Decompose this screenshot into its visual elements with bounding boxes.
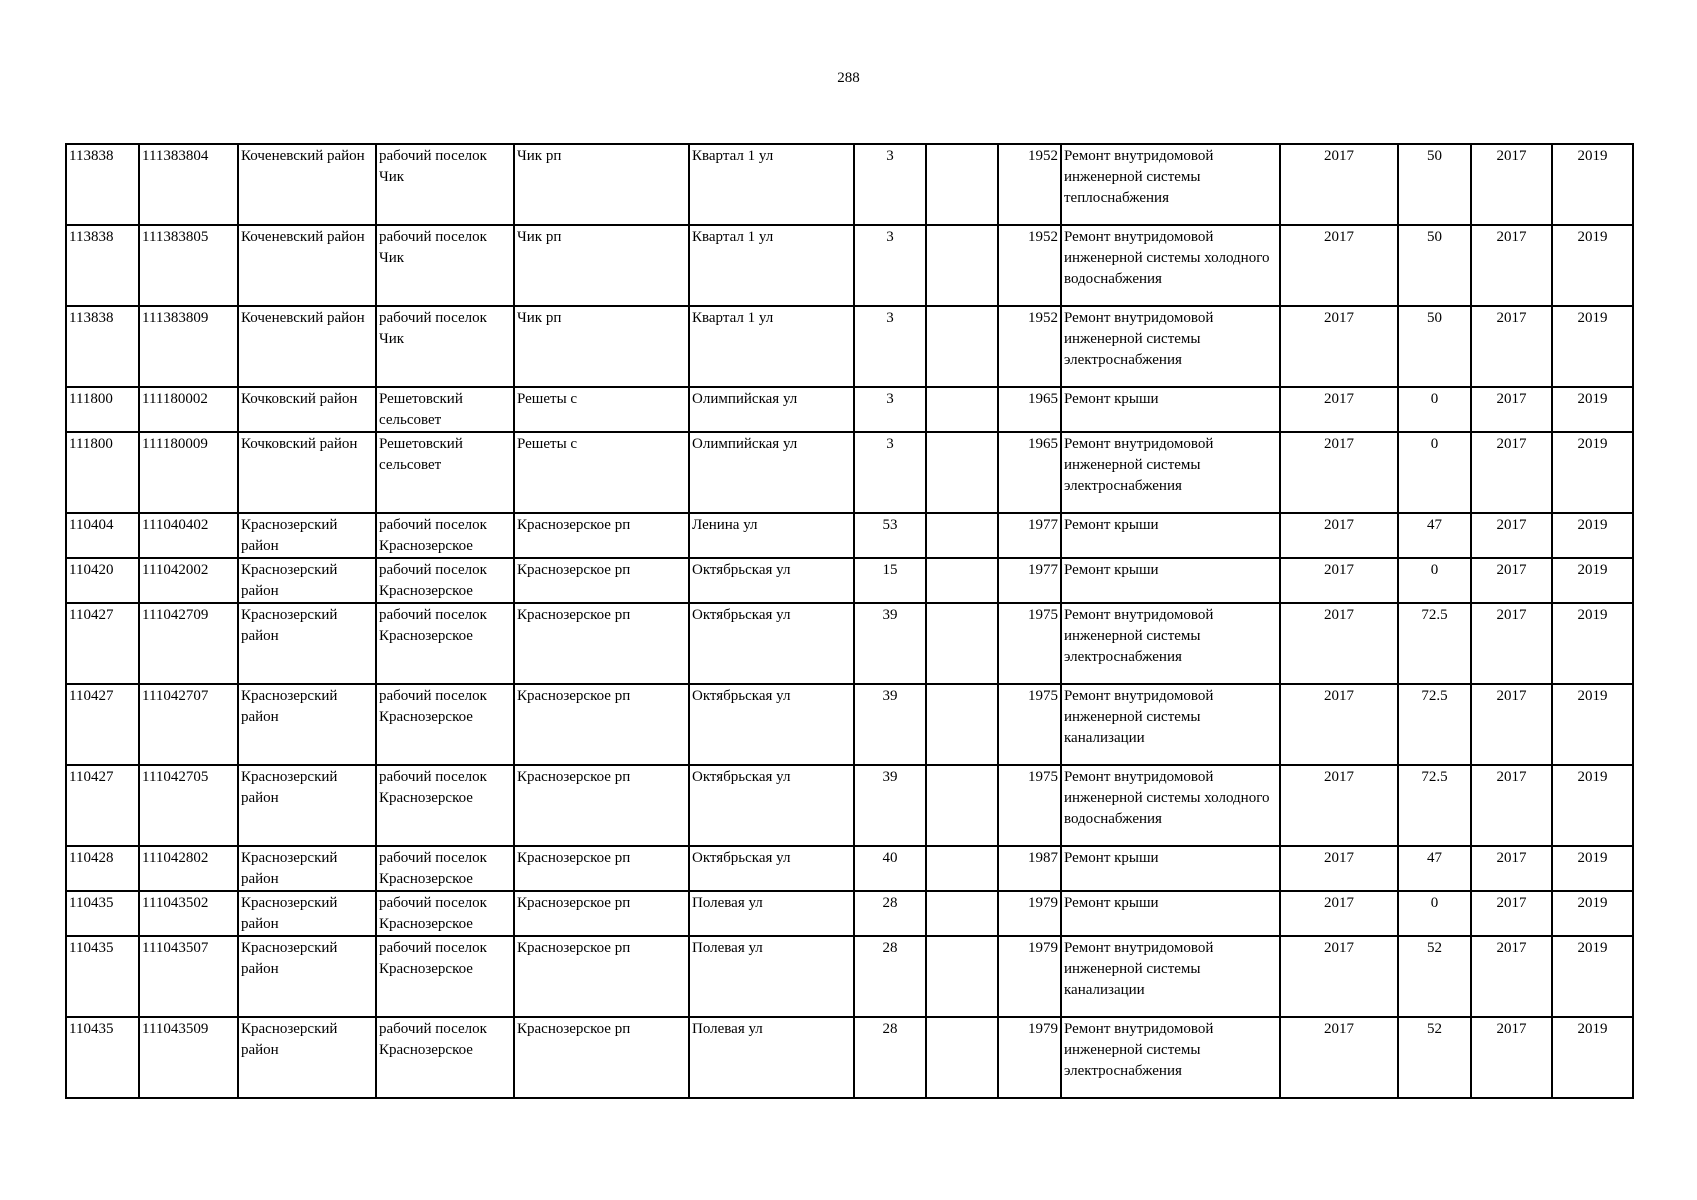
cell-district: Краснозерский район bbox=[238, 846, 376, 891]
cell-municipality: рабочий поселок Краснозерское bbox=[376, 846, 514, 891]
cell-settlement: Краснозерское рп bbox=[514, 603, 689, 684]
cell-plan-year: 2017 bbox=[1280, 891, 1398, 936]
cell-street: Олимпийская ул bbox=[689, 432, 854, 513]
cell-start-year: 2017 bbox=[1471, 936, 1552, 1017]
cell-building bbox=[926, 765, 998, 846]
table-row bbox=[66, 1017, 1633, 1098]
capital-repair-table bbox=[65, 143, 1634, 1099]
cell-house-number: 53 bbox=[854, 513, 926, 558]
cell-settlement: Краснозерское рп bbox=[514, 846, 689, 891]
cell-work-type: Ремонт крыши bbox=[1061, 891, 1280, 936]
cell-street: Октябрьская ул bbox=[689, 684, 854, 765]
cell-house-id: 110435 bbox=[66, 936, 139, 1017]
cell-wear-percent: 0 bbox=[1398, 558, 1471, 603]
cell-end-year: 2019 bbox=[1552, 684, 1633, 765]
cell-district: Коченевский район bbox=[238, 306, 376, 387]
cell-object-id: 111042705 bbox=[139, 765, 238, 846]
cell-municipality: рабочий поселок Краснозерское bbox=[376, 513, 514, 558]
cell-district: Краснозерский район bbox=[238, 891, 376, 936]
cell-year-built: 1952 bbox=[998, 225, 1061, 306]
cell-house-number: 39 bbox=[854, 684, 926, 765]
cell-settlement: Чик рп bbox=[514, 225, 689, 306]
cell-wear-percent: 52 bbox=[1398, 936, 1471, 1017]
cell-object-id: 111383809 bbox=[139, 306, 238, 387]
cell-house-id: 113838 bbox=[66, 225, 139, 306]
cell-year-built: 1979 bbox=[998, 1017, 1061, 1098]
cell-building bbox=[926, 387, 998, 432]
table-body bbox=[66, 144, 1633, 1098]
cell-year-built: 1965 bbox=[998, 432, 1061, 513]
cell-object-id: 111043502 bbox=[139, 891, 238, 936]
cell-work-type: Ремонт внутридомовой инженерной системы холодного водоснабжения bbox=[1061, 765, 1280, 846]
cell-street: Квартал 1 ул bbox=[689, 144, 854, 225]
cell-settlement: Краснозерское рп bbox=[514, 891, 689, 936]
cell-municipality: рабочий поселок Краснозерское bbox=[376, 891, 514, 936]
cell-district: Краснозерский район bbox=[238, 765, 376, 846]
cell-district: Краснозерский район bbox=[238, 1017, 376, 1098]
cell-house-id: 111800 bbox=[66, 432, 139, 513]
cell-street: Ленина ул bbox=[689, 513, 854, 558]
cell-object-id: 111180009 bbox=[139, 432, 238, 513]
cell-street: Квартал 1 ул bbox=[689, 225, 854, 306]
cell-start-year: 2017 bbox=[1471, 1017, 1552, 1098]
cell-building bbox=[926, 846, 998, 891]
cell-house-number: 28 bbox=[854, 891, 926, 936]
cell-plan-year: 2017 bbox=[1280, 387, 1398, 432]
cell-house-number: 28 bbox=[854, 936, 926, 1017]
cell-building bbox=[926, 684, 998, 765]
cell-wear-percent: 50 bbox=[1398, 144, 1471, 225]
cell-settlement: Краснозерское рп bbox=[514, 765, 689, 846]
cell-plan-year: 2017 bbox=[1280, 603, 1398, 684]
cell-settlement: Чик рп bbox=[514, 306, 689, 387]
cell-municipality: рабочий поселок Краснозерское bbox=[376, 765, 514, 846]
cell-start-year: 2017 bbox=[1471, 846, 1552, 891]
cell-year-built: 1977 bbox=[998, 558, 1061, 603]
cell-municipality: рабочий поселок Краснозерское bbox=[376, 558, 514, 603]
cell-street: Октябрьская ул bbox=[689, 558, 854, 603]
cell-work-type: Ремонт внутридомовой инженерной системы электроснабжения bbox=[1061, 306, 1280, 387]
table-row bbox=[66, 513, 1633, 558]
cell-end-year: 2019 bbox=[1552, 225, 1633, 306]
cell-start-year: 2017 bbox=[1471, 306, 1552, 387]
cell-house-id: 113838 bbox=[66, 144, 139, 225]
cell-house-id: 111800 bbox=[66, 387, 139, 432]
cell-work-type: Ремонт внутридомовой инженерной системы канализации bbox=[1061, 684, 1280, 765]
cell-year-built: 1965 bbox=[998, 387, 1061, 432]
cell-district: Краснозерский район bbox=[238, 603, 376, 684]
cell-end-year: 2019 bbox=[1552, 306, 1633, 387]
cell-object-id: 111042002 bbox=[139, 558, 238, 603]
cell-start-year: 2017 bbox=[1471, 558, 1552, 603]
cell-house-number: 3 bbox=[854, 432, 926, 513]
cell-wear-percent: 47 bbox=[1398, 846, 1471, 891]
cell-municipality: рабочий поселок Чик bbox=[376, 144, 514, 225]
cell-plan-year: 2017 bbox=[1280, 846, 1398, 891]
cell-plan-year: 2017 bbox=[1280, 765, 1398, 846]
cell-wear-percent: 50 bbox=[1398, 306, 1471, 387]
cell-work-type: Ремонт крыши bbox=[1061, 846, 1280, 891]
table-row bbox=[66, 846, 1633, 891]
cell-municipality: рабочий поселок Краснозерское bbox=[376, 684, 514, 765]
cell-work-type: Ремонт крыши bbox=[1061, 387, 1280, 432]
cell-district: Кочковский район bbox=[238, 432, 376, 513]
cell-plan-year: 2017 bbox=[1280, 432, 1398, 513]
cell-settlement: Краснозерское рп bbox=[514, 513, 689, 558]
cell-settlement: Краснозерское рп bbox=[514, 1017, 689, 1098]
cell-building bbox=[926, 603, 998, 684]
cell-plan-year: 2017 bbox=[1280, 513, 1398, 558]
cell-year-built: 1987 bbox=[998, 846, 1061, 891]
cell-house-number: 3 bbox=[854, 306, 926, 387]
cell-object-id: 111042802 bbox=[139, 846, 238, 891]
cell-work-type: Ремонт внутридомовой инженерной системы электроснабжения bbox=[1061, 1017, 1280, 1098]
cell-start-year: 2017 bbox=[1471, 765, 1552, 846]
cell-start-year: 2017 bbox=[1471, 225, 1552, 306]
table-row bbox=[66, 558, 1633, 603]
cell-district: Коченевский район bbox=[238, 225, 376, 306]
cell-house-id: 110427 bbox=[66, 603, 139, 684]
cell-year-built: 1975 bbox=[998, 765, 1061, 846]
cell-year-built: 1977 bbox=[998, 513, 1061, 558]
cell-building bbox=[926, 558, 998, 603]
cell-municipality: Решетовский сельсовет bbox=[376, 432, 514, 513]
cell-wear-percent: 50 bbox=[1398, 225, 1471, 306]
cell-settlement: Краснозерское рп bbox=[514, 684, 689, 765]
cell-house-number: 39 bbox=[854, 765, 926, 846]
cell-work-type: Ремонт крыши bbox=[1061, 513, 1280, 558]
cell-building bbox=[926, 891, 998, 936]
cell-wear-percent: 72.5 bbox=[1398, 765, 1471, 846]
cell-municipality: рабочий поселок Краснозерское bbox=[376, 1017, 514, 1098]
cell-object-id: 111040402 bbox=[139, 513, 238, 558]
cell-end-year: 2019 bbox=[1552, 144, 1633, 225]
cell-plan-year: 2017 bbox=[1280, 684, 1398, 765]
cell-plan-year: 2017 bbox=[1280, 558, 1398, 603]
cell-end-year: 2019 bbox=[1552, 603, 1633, 684]
cell-house-id: 110404 bbox=[66, 513, 139, 558]
cell-settlement: Краснозерское рп bbox=[514, 558, 689, 603]
cell-municipality: рабочий поселок Чик bbox=[376, 225, 514, 306]
cell-building bbox=[926, 513, 998, 558]
cell-wear-percent: 52 bbox=[1398, 1017, 1471, 1098]
cell-municipality: рабочий поселок Чик bbox=[376, 306, 514, 387]
cell-plan-year: 2017 bbox=[1280, 1017, 1398, 1098]
cell-street: Квартал 1 ул bbox=[689, 306, 854, 387]
cell-year-built: 1952 bbox=[998, 306, 1061, 387]
cell-district: Краснозерский район bbox=[238, 513, 376, 558]
cell-object-id: 111042707 bbox=[139, 684, 238, 765]
cell-building bbox=[926, 936, 998, 1017]
cell-object-id: 111043509 bbox=[139, 1017, 238, 1098]
cell-start-year: 2017 bbox=[1471, 684, 1552, 765]
cell-work-type: Ремонт внутридомовой инженерной системы холодного водоснабжения bbox=[1061, 225, 1280, 306]
cell-settlement: Решеты с bbox=[514, 387, 689, 432]
cell-district: Краснозерский район bbox=[238, 936, 376, 1017]
cell-house-number: 40 bbox=[854, 846, 926, 891]
cell-object-id: 111383804 bbox=[139, 144, 238, 225]
cell-settlement: Решеты с bbox=[514, 432, 689, 513]
cell-municipality: рабочий поселок Краснозерское bbox=[376, 936, 514, 1017]
cell-wear-percent: 72.5 bbox=[1398, 603, 1471, 684]
cell-year-built: 1975 bbox=[998, 603, 1061, 684]
cell-year-built: 1979 bbox=[998, 891, 1061, 936]
table-row bbox=[66, 765, 1633, 846]
table-row bbox=[66, 432, 1633, 513]
cell-start-year: 2017 bbox=[1471, 432, 1552, 513]
table-row bbox=[66, 936, 1633, 1017]
table-row bbox=[66, 144, 1633, 225]
cell-end-year: 2019 bbox=[1552, 765, 1633, 846]
cell-street: Октябрьская ул bbox=[689, 846, 854, 891]
cell-wear-percent: 0 bbox=[1398, 387, 1471, 432]
cell-year-built: 1952 bbox=[998, 144, 1061, 225]
cell-district: Кочковский район bbox=[238, 387, 376, 432]
cell-end-year: 2019 bbox=[1552, 432, 1633, 513]
table-row bbox=[66, 684, 1633, 765]
cell-settlement: Краснозерское рп bbox=[514, 936, 689, 1017]
cell-start-year: 2017 bbox=[1471, 513, 1552, 558]
cell-year-built: 1979 bbox=[998, 936, 1061, 1017]
cell-object-id: 111180002 bbox=[139, 387, 238, 432]
cell-house-id: 110427 bbox=[66, 765, 139, 846]
cell-start-year: 2017 bbox=[1471, 603, 1552, 684]
cell-building bbox=[926, 306, 998, 387]
cell-house-id: 110435 bbox=[66, 891, 139, 936]
cell-house-id: 113838 bbox=[66, 306, 139, 387]
cell-house-id: 110428 bbox=[66, 846, 139, 891]
table-row bbox=[66, 225, 1633, 306]
page-number: 288 bbox=[837, 70, 860, 86]
cell-street: Октябрьская ул bbox=[689, 603, 854, 684]
cell-start-year: 2017 bbox=[1471, 144, 1552, 225]
cell-district: Коченевский район bbox=[238, 144, 376, 225]
cell-plan-year: 2017 bbox=[1280, 936, 1398, 1017]
cell-house-number: 3 bbox=[854, 225, 926, 306]
cell-building bbox=[926, 225, 998, 306]
cell-building bbox=[926, 144, 998, 225]
cell-house-number: 39 bbox=[854, 603, 926, 684]
cell-district: Краснозерский район bbox=[238, 558, 376, 603]
cell-end-year: 2019 bbox=[1552, 891, 1633, 936]
cell-settlement: Чик рп bbox=[514, 144, 689, 225]
cell-end-year: 2019 bbox=[1552, 513, 1633, 558]
cell-district: Краснозерский район bbox=[238, 684, 376, 765]
cell-object-id: 111042709 bbox=[139, 603, 238, 684]
cell-house-id: 110435 bbox=[66, 1017, 139, 1098]
cell-house-number: 15 bbox=[854, 558, 926, 603]
cell-work-type: Ремонт крыши bbox=[1061, 558, 1280, 603]
cell-end-year: 2019 bbox=[1552, 936, 1633, 1017]
cell-house-number: 3 bbox=[854, 144, 926, 225]
cell-object-id: 111383805 bbox=[139, 225, 238, 306]
cell-street: Полевая ул bbox=[689, 1017, 854, 1098]
cell-wear-percent: 0 bbox=[1398, 432, 1471, 513]
cell-start-year: 2017 bbox=[1471, 387, 1552, 432]
cell-wear-percent: 47 bbox=[1398, 513, 1471, 558]
cell-building bbox=[926, 1017, 998, 1098]
cell-house-id: 110427 bbox=[66, 684, 139, 765]
table-row bbox=[66, 306, 1633, 387]
cell-end-year: 2019 bbox=[1552, 387, 1633, 432]
cell-street: Полевая ул bbox=[689, 936, 854, 1017]
cell-end-year: 2019 bbox=[1552, 1017, 1633, 1098]
cell-year-built: 1975 bbox=[998, 684, 1061, 765]
cell-street: Олимпийская ул bbox=[689, 387, 854, 432]
cell-municipality: рабочий поселок Краснозерское bbox=[376, 603, 514, 684]
cell-work-type: Ремонт внутридомовой инженерной системы электроснабжения bbox=[1061, 432, 1280, 513]
cell-house-number: 3 bbox=[854, 387, 926, 432]
cell-work-type: Ремонт внутридомовой инженерной системы теплоснабжения bbox=[1061, 144, 1280, 225]
cell-end-year: 2019 bbox=[1552, 558, 1633, 603]
cell-street: Октябрьская ул bbox=[689, 765, 854, 846]
table-row bbox=[66, 387, 1633, 432]
cell-object-id: 111043507 bbox=[139, 936, 238, 1017]
cell-work-type: Ремонт внутридомовой инженерной системы электроснабжения bbox=[1061, 603, 1280, 684]
cell-wear-percent: 0 bbox=[1398, 891, 1471, 936]
cell-building bbox=[926, 432, 998, 513]
cell-start-year: 2017 bbox=[1471, 891, 1552, 936]
cell-plan-year: 2017 bbox=[1280, 306, 1398, 387]
cell-work-type: Ремонт внутридомовой инженерной системы канализации bbox=[1061, 936, 1280, 1017]
cell-house-number: 28 bbox=[854, 1017, 926, 1098]
cell-wear-percent: 72.5 bbox=[1398, 684, 1471, 765]
cell-house-id: 110420 bbox=[66, 558, 139, 603]
cell-municipality: Решетовский сельсовет bbox=[376, 387, 514, 432]
table-row bbox=[66, 891, 1633, 936]
cell-plan-year: 2017 bbox=[1280, 144, 1398, 225]
cell-street: Полевая ул bbox=[689, 891, 854, 936]
cell-end-year: 2019 bbox=[1552, 846, 1633, 891]
cell-plan-year: 2017 bbox=[1280, 225, 1398, 306]
table-row bbox=[66, 603, 1633, 684]
